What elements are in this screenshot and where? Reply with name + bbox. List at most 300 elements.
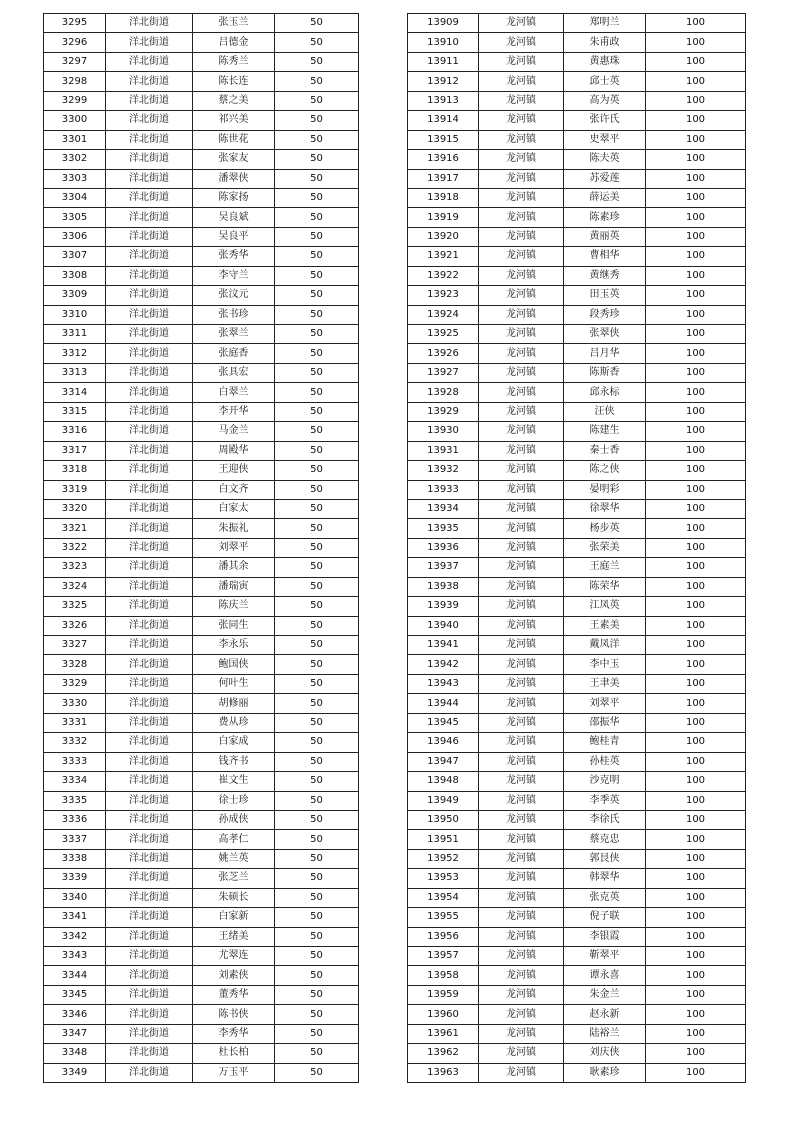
town-cell: 龙河镇 bbox=[479, 888, 564, 907]
name-cell: 潘瑞寅 bbox=[193, 577, 275, 596]
serial-number-cell: 13916 bbox=[408, 150, 479, 169]
town-cell: 龙河镇 bbox=[479, 344, 564, 363]
table-row bbox=[44, 150, 359, 169]
serial-number-cell: 13910 bbox=[408, 33, 479, 52]
town-cell: 龙河镇 bbox=[479, 519, 564, 538]
town-cell: 洋北街道 bbox=[106, 91, 193, 110]
table-row bbox=[44, 636, 359, 655]
table-row bbox=[408, 733, 746, 752]
town-cell: 龙河镇 bbox=[479, 305, 564, 324]
serial-number-cell: 3338 bbox=[44, 849, 106, 868]
table-row bbox=[408, 363, 746, 382]
table-row bbox=[44, 1024, 359, 1043]
amount-cell: 100 bbox=[646, 461, 746, 480]
town-cell: 洋北街道 bbox=[106, 208, 193, 227]
serial-number-cell: 13955 bbox=[408, 908, 479, 927]
amount-cell: 50 bbox=[275, 772, 359, 791]
amount-cell: 100 bbox=[646, 733, 746, 752]
town-cell: 龙河镇 bbox=[479, 52, 564, 71]
amount-cell: 50 bbox=[275, 325, 359, 344]
serial-number-cell: 3346 bbox=[44, 1005, 106, 1024]
table-row bbox=[44, 383, 359, 402]
serial-number-cell: 13960 bbox=[408, 1005, 479, 1024]
amount-cell: 50 bbox=[275, 461, 359, 480]
amount-cell: 50 bbox=[275, 305, 359, 324]
serial-number-cell: 3339 bbox=[44, 869, 106, 888]
serial-number-cell: 3342 bbox=[44, 927, 106, 946]
town-cell: 龙河镇 bbox=[479, 266, 564, 285]
name-cell: 李开华 bbox=[193, 402, 275, 421]
town-cell: 龙河镇 bbox=[479, 208, 564, 227]
town-cell: 龙河镇 bbox=[479, 772, 564, 791]
serial-number-cell: 13928 bbox=[408, 383, 479, 402]
table-row bbox=[408, 208, 746, 227]
town-cell: 龙河镇 bbox=[479, 422, 564, 441]
town-cell: 洋北街道 bbox=[106, 52, 193, 71]
amount-cell: 100 bbox=[646, 927, 746, 946]
table-row bbox=[408, 1044, 746, 1063]
serial-number-cell: 3340 bbox=[44, 888, 106, 907]
table-row bbox=[44, 305, 359, 324]
serial-number-cell: 13959 bbox=[408, 985, 479, 1004]
town-cell: 洋北街道 bbox=[106, 1024, 193, 1043]
table-row bbox=[408, 713, 746, 732]
serial-number-cell: 13925 bbox=[408, 325, 479, 344]
table-row bbox=[44, 713, 359, 732]
serial-number-cell: 13914 bbox=[408, 111, 479, 130]
amount-cell: 100 bbox=[646, 325, 746, 344]
table-row bbox=[408, 616, 746, 635]
name-cell: 靳翠平 bbox=[564, 947, 646, 966]
serial-number-cell: 13920 bbox=[408, 227, 479, 246]
table-row bbox=[408, 383, 746, 402]
table-row bbox=[44, 888, 359, 907]
serial-number-cell: 13954 bbox=[408, 888, 479, 907]
amount-cell: 100 bbox=[646, 363, 746, 382]
table-row bbox=[44, 616, 359, 635]
amount-cell: 100 bbox=[646, 227, 746, 246]
serial-number-cell: 3318 bbox=[44, 461, 106, 480]
table-row bbox=[408, 519, 746, 538]
name-cell: 董秀华 bbox=[193, 985, 275, 1004]
amount-cell: 100 bbox=[646, 694, 746, 713]
name-cell: 张芝兰 bbox=[193, 869, 275, 888]
amount-cell: 100 bbox=[646, 208, 746, 227]
table-row bbox=[408, 1063, 746, 1082]
serial-number-cell: 13923 bbox=[408, 286, 479, 305]
table-row bbox=[44, 538, 359, 557]
town-cell: 龙河镇 bbox=[479, 480, 564, 499]
serial-number-cell: 13927 bbox=[408, 363, 479, 382]
amount-cell: 50 bbox=[275, 538, 359, 557]
amount-cell: 50 bbox=[275, 402, 359, 421]
table-row bbox=[44, 674, 359, 693]
town-cell: 龙河镇 bbox=[479, 597, 564, 616]
town-cell: 龙河镇 bbox=[479, 927, 564, 946]
table-row bbox=[408, 985, 746, 1004]
name-cell: 吕德金 bbox=[193, 33, 275, 52]
table-row bbox=[408, 91, 746, 110]
town-cell: 龙河镇 bbox=[479, 908, 564, 927]
amount-cell: 50 bbox=[275, 966, 359, 985]
name-cell: 沙克明 bbox=[564, 772, 646, 791]
town-cell: 洋北街道 bbox=[106, 480, 193, 499]
name-cell: 费从珍 bbox=[193, 713, 275, 732]
table-row bbox=[44, 344, 359, 363]
table-row bbox=[408, 772, 746, 791]
name-cell: 王素美 bbox=[564, 616, 646, 635]
town-cell: 洋北街道 bbox=[106, 713, 193, 732]
serial-number-cell: 3299 bbox=[44, 91, 106, 110]
name-cell: 蔡克忠 bbox=[564, 830, 646, 849]
amount-cell: 50 bbox=[275, 72, 359, 91]
amount-cell: 50 bbox=[275, 383, 359, 402]
name-cell: 李季英 bbox=[564, 791, 646, 810]
name-cell: 陈长连 bbox=[193, 72, 275, 91]
table-row bbox=[44, 461, 359, 480]
serial-number-cell: 3345 bbox=[44, 985, 106, 1004]
table-row bbox=[44, 422, 359, 441]
name-cell: 黄继秀 bbox=[564, 266, 646, 285]
serial-number-cell: 3295 bbox=[44, 14, 106, 33]
table-row bbox=[408, 33, 746, 52]
amount-cell: 50 bbox=[275, 849, 359, 868]
serial-number-cell: 3303 bbox=[44, 169, 106, 188]
town-cell: 洋北街道 bbox=[106, 772, 193, 791]
table-row bbox=[44, 33, 359, 52]
serial-number-cell: 13961 bbox=[408, 1024, 479, 1043]
serial-number-cell: 13931 bbox=[408, 441, 479, 460]
serial-number-cell: 13921 bbox=[408, 247, 479, 266]
town-cell: 洋北街道 bbox=[106, 636, 193, 655]
name-cell: 杜长柏 bbox=[193, 1044, 275, 1063]
name-cell: 李徐氏 bbox=[564, 810, 646, 829]
town-cell: 龙河镇 bbox=[479, 286, 564, 305]
town-cell: 龙河镇 bbox=[479, 461, 564, 480]
name-cell: 张书珍 bbox=[193, 305, 275, 324]
amount-cell: 50 bbox=[275, 247, 359, 266]
amount-cell: 100 bbox=[646, 130, 746, 149]
name-cell: 陈荣华 bbox=[564, 577, 646, 596]
amount-cell: 100 bbox=[646, 616, 746, 635]
town-cell: 洋北街道 bbox=[106, 849, 193, 868]
serial-number-cell: 3335 bbox=[44, 791, 106, 810]
serial-number-cell: 3311 bbox=[44, 325, 106, 344]
name-cell: 张秀华 bbox=[193, 247, 275, 266]
town-cell: 洋北街道 bbox=[106, 791, 193, 810]
town-cell: 洋北街道 bbox=[106, 14, 193, 33]
amount-cell: 50 bbox=[275, 616, 359, 635]
serial-number-cell: 3343 bbox=[44, 947, 106, 966]
table-row bbox=[408, 227, 746, 246]
serial-number-cell: 3330 bbox=[44, 694, 106, 713]
town-cell: 龙河镇 bbox=[479, 985, 564, 1004]
town-cell: 龙河镇 bbox=[479, 402, 564, 421]
serial-number-cell: 3321 bbox=[44, 519, 106, 538]
name-cell: 韩翠华 bbox=[564, 869, 646, 888]
table-row bbox=[44, 849, 359, 868]
table-row bbox=[44, 597, 359, 616]
serial-number-cell: 3344 bbox=[44, 966, 106, 985]
serial-number-cell: 3329 bbox=[44, 674, 106, 693]
town-cell: 龙河镇 bbox=[479, 752, 564, 771]
name-cell: 姚兰英 bbox=[193, 849, 275, 868]
table-row bbox=[44, 111, 359, 130]
name-cell: 朱振礼 bbox=[193, 519, 275, 538]
town-cell: 龙河镇 bbox=[479, 499, 564, 518]
amount-cell: 50 bbox=[275, 597, 359, 616]
serial-number-cell: 3306 bbox=[44, 227, 106, 246]
serial-number-cell: 13945 bbox=[408, 713, 479, 732]
name-cell: 张翠兰 bbox=[193, 325, 275, 344]
name-cell: 孙桂英 bbox=[564, 752, 646, 771]
amount-cell: 50 bbox=[275, 694, 359, 713]
serial-number-cell: 3296 bbox=[44, 33, 106, 52]
town-cell: 洋北街道 bbox=[106, 72, 193, 91]
town-cell: 洋北街道 bbox=[106, 577, 193, 596]
amount-cell: 100 bbox=[646, 422, 746, 441]
amount-cell: 50 bbox=[275, 227, 359, 246]
town-cell: 洋北街道 bbox=[106, 985, 193, 1004]
amount-cell: 100 bbox=[646, 247, 746, 266]
roster-table-body bbox=[44, 14, 359, 1083]
amount-cell: 50 bbox=[275, 869, 359, 888]
town-cell: 洋北街道 bbox=[106, 888, 193, 907]
table-row bbox=[44, 869, 359, 888]
amount-cell: 50 bbox=[275, 33, 359, 52]
name-cell: 李永乐 bbox=[193, 636, 275, 655]
name-cell: 李秀华 bbox=[193, 1024, 275, 1043]
name-cell: 史翠平 bbox=[564, 130, 646, 149]
serial-number-cell: 13926 bbox=[408, 344, 479, 363]
amount-cell: 100 bbox=[646, 266, 746, 285]
serial-number-cell: 13940 bbox=[408, 616, 479, 635]
amount-cell: 100 bbox=[646, 597, 746, 616]
name-cell: 朱硕长 bbox=[193, 888, 275, 907]
table-row bbox=[44, 266, 359, 285]
name-cell: 张具宏 bbox=[193, 363, 275, 382]
serial-number-cell: 3349 bbox=[44, 1063, 106, 1082]
serial-number-cell: 3300 bbox=[44, 111, 106, 130]
serial-number-cell: 3322 bbox=[44, 538, 106, 557]
amount-cell: 50 bbox=[275, 810, 359, 829]
name-cell: 高孝仁 bbox=[193, 830, 275, 849]
amount-cell: 50 bbox=[275, 927, 359, 946]
amount-cell: 50 bbox=[275, 91, 359, 110]
town-cell: 洋北街道 bbox=[106, 33, 193, 52]
amount-cell: 50 bbox=[275, 363, 359, 382]
table-row bbox=[408, 597, 746, 616]
town-cell: 龙河镇 bbox=[479, 363, 564, 382]
town-cell: 龙河镇 bbox=[479, 247, 564, 266]
name-cell: 张玉兰 bbox=[193, 14, 275, 33]
serial-number-cell: 3319 bbox=[44, 480, 106, 499]
table-row bbox=[408, 888, 746, 907]
amount-cell: 50 bbox=[275, 441, 359, 460]
serial-number-cell: 3323 bbox=[44, 558, 106, 577]
amount-cell: 50 bbox=[275, 266, 359, 285]
name-cell: 徐士珍 bbox=[193, 791, 275, 810]
table-row bbox=[408, 111, 746, 130]
serial-number-cell: 3347 bbox=[44, 1024, 106, 1043]
serial-number-cell: 3320 bbox=[44, 499, 106, 518]
town-cell: 洋北街道 bbox=[106, 558, 193, 577]
town-cell: 洋北街道 bbox=[106, 363, 193, 382]
table-row bbox=[44, 130, 359, 149]
name-cell: 高为英 bbox=[564, 91, 646, 110]
amount-cell: 50 bbox=[275, 52, 359, 71]
name-cell: 鲍国侠 bbox=[193, 655, 275, 674]
serial-number-cell: 13935 bbox=[408, 519, 479, 538]
table-row bbox=[44, 325, 359, 344]
serial-number-cell: 3326 bbox=[44, 616, 106, 635]
amount-cell: 50 bbox=[275, 947, 359, 966]
amount-cell: 50 bbox=[275, 888, 359, 907]
town-cell: 龙河镇 bbox=[479, 713, 564, 732]
town-cell: 洋北街道 bbox=[106, 305, 193, 324]
amount-cell: 100 bbox=[646, 1024, 746, 1043]
serial-number-cell: 3324 bbox=[44, 577, 106, 596]
name-cell: 倪子联 bbox=[564, 908, 646, 927]
table-row bbox=[44, 14, 359, 33]
town-cell: 洋北街道 bbox=[106, 947, 193, 966]
table-row bbox=[44, 927, 359, 946]
name-cell: 赵永新 bbox=[564, 1005, 646, 1024]
name-cell: 吴良平 bbox=[193, 227, 275, 246]
table-row bbox=[408, 247, 746, 266]
serial-number-cell: 13943 bbox=[408, 674, 479, 693]
name-cell: 王庭兰 bbox=[564, 558, 646, 577]
table-row bbox=[44, 810, 359, 829]
name-cell: 蔡之美 bbox=[193, 91, 275, 110]
name-cell: 陈素珍 bbox=[564, 208, 646, 227]
serial-number-cell: 13949 bbox=[408, 791, 479, 810]
amount-cell: 100 bbox=[646, 480, 746, 499]
table-row bbox=[408, 655, 746, 674]
amount-cell: 100 bbox=[646, 14, 746, 33]
amount-cell: 50 bbox=[275, 1024, 359, 1043]
amount-cell: 100 bbox=[646, 713, 746, 732]
roster-table-left bbox=[43, 13, 359, 1083]
name-cell: 汪侠 bbox=[564, 402, 646, 421]
town-cell: 洋北街道 bbox=[106, 927, 193, 946]
amount-cell: 50 bbox=[275, 519, 359, 538]
amount-cell: 50 bbox=[275, 130, 359, 149]
serial-number-cell: 13952 bbox=[408, 849, 479, 868]
town-cell: 洋北街道 bbox=[106, 674, 193, 693]
town-cell: 龙河镇 bbox=[479, 14, 564, 33]
name-cell: 陆裕兰 bbox=[564, 1024, 646, 1043]
table-row bbox=[408, 130, 746, 149]
amount-cell: 50 bbox=[275, 985, 359, 1004]
town-cell: 洋北街道 bbox=[106, 869, 193, 888]
table-row bbox=[408, 1024, 746, 1043]
serial-number-cell: 13956 bbox=[408, 927, 479, 946]
name-cell: 张克英 bbox=[564, 888, 646, 907]
table-row bbox=[44, 208, 359, 227]
town-cell: 洋北街道 bbox=[106, 597, 193, 616]
serial-number-cell: 3315 bbox=[44, 402, 106, 421]
town-cell: 龙河镇 bbox=[479, 966, 564, 985]
name-cell: 戴凤洋 bbox=[564, 636, 646, 655]
name-cell: 郭艮侠 bbox=[564, 849, 646, 868]
table-row bbox=[44, 169, 359, 188]
name-cell: 何叶生 bbox=[193, 674, 275, 693]
table-row bbox=[44, 402, 359, 421]
name-cell: 苏爱莲 bbox=[564, 169, 646, 188]
town-cell: 洋北街道 bbox=[106, 1005, 193, 1024]
name-cell: 曹相华 bbox=[564, 247, 646, 266]
town-cell: 龙河镇 bbox=[479, 538, 564, 557]
town-cell: 洋北街道 bbox=[106, 111, 193, 130]
town-cell: 龙河镇 bbox=[479, 1005, 564, 1024]
amount-cell: 100 bbox=[646, 344, 746, 363]
table-row bbox=[44, 830, 359, 849]
amount-cell: 50 bbox=[275, 499, 359, 518]
table-row bbox=[44, 188, 359, 207]
amount-cell: 100 bbox=[646, 791, 746, 810]
name-cell: 陈世花 bbox=[193, 130, 275, 149]
serial-number-cell: 3331 bbox=[44, 713, 106, 732]
name-cell: 邱士英 bbox=[564, 72, 646, 91]
town-cell: 洋北街道 bbox=[106, 733, 193, 752]
serial-number-cell: 13941 bbox=[408, 636, 479, 655]
table-row bbox=[408, 752, 746, 771]
amount-cell: 50 bbox=[275, 1005, 359, 1024]
table-row bbox=[408, 1005, 746, 1024]
serial-number-cell: 13947 bbox=[408, 752, 479, 771]
amount-cell: 50 bbox=[275, 752, 359, 771]
amount-cell: 100 bbox=[646, 752, 746, 771]
serial-number-cell: 13951 bbox=[408, 830, 479, 849]
table-row bbox=[408, 499, 746, 518]
amount-cell: 50 bbox=[275, 208, 359, 227]
name-cell: 薛运美 bbox=[564, 188, 646, 207]
serial-number-cell: 13911 bbox=[408, 52, 479, 71]
name-cell: 潘翠侠 bbox=[193, 169, 275, 188]
name-cell: 陈家扬 bbox=[193, 188, 275, 207]
table-row bbox=[408, 169, 746, 188]
amount-cell: 100 bbox=[646, 1005, 746, 1024]
amount-cell: 50 bbox=[275, 791, 359, 810]
amount-cell: 50 bbox=[275, 344, 359, 363]
name-cell: 晏明彩 bbox=[564, 480, 646, 499]
amount-cell: 50 bbox=[275, 577, 359, 596]
town-cell: 龙河镇 bbox=[479, 733, 564, 752]
town-cell: 龙河镇 bbox=[479, 227, 564, 246]
serial-number-cell: 3316 bbox=[44, 422, 106, 441]
amount-cell: 100 bbox=[646, 636, 746, 655]
name-cell: 朱甫政 bbox=[564, 33, 646, 52]
serial-number-cell: 13950 bbox=[408, 810, 479, 829]
name-cell: 陈斯香 bbox=[564, 363, 646, 382]
serial-number-cell: 3336 bbox=[44, 810, 106, 829]
table-row bbox=[44, 908, 359, 927]
amount-cell: 50 bbox=[275, 169, 359, 188]
table-row bbox=[408, 422, 746, 441]
town-cell: 洋北街道 bbox=[106, 830, 193, 849]
amount-cell: 100 bbox=[646, 33, 746, 52]
amount-cell: 100 bbox=[646, 150, 746, 169]
name-cell: 李中玉 bbox=[564, 655, 646, 674]
serial-number-cell: 13918 bbox=[408, 188, 479, 207]
serial-number-cell: 13939 bbox=[408, 597, 479, 616]
town-cell: 龙河镇 bbox=[479, 558, 564, 577]
serial-number-cell: 3298 bbox=[44, 72, 106, 91]
serial-number-cell: 13932 bbox=[408, 461, 479, 480]
table-row bbox=[408, 72, 746, 91]
town-cell: 龙河镇 bbox=[479, 33, 564, 52]
